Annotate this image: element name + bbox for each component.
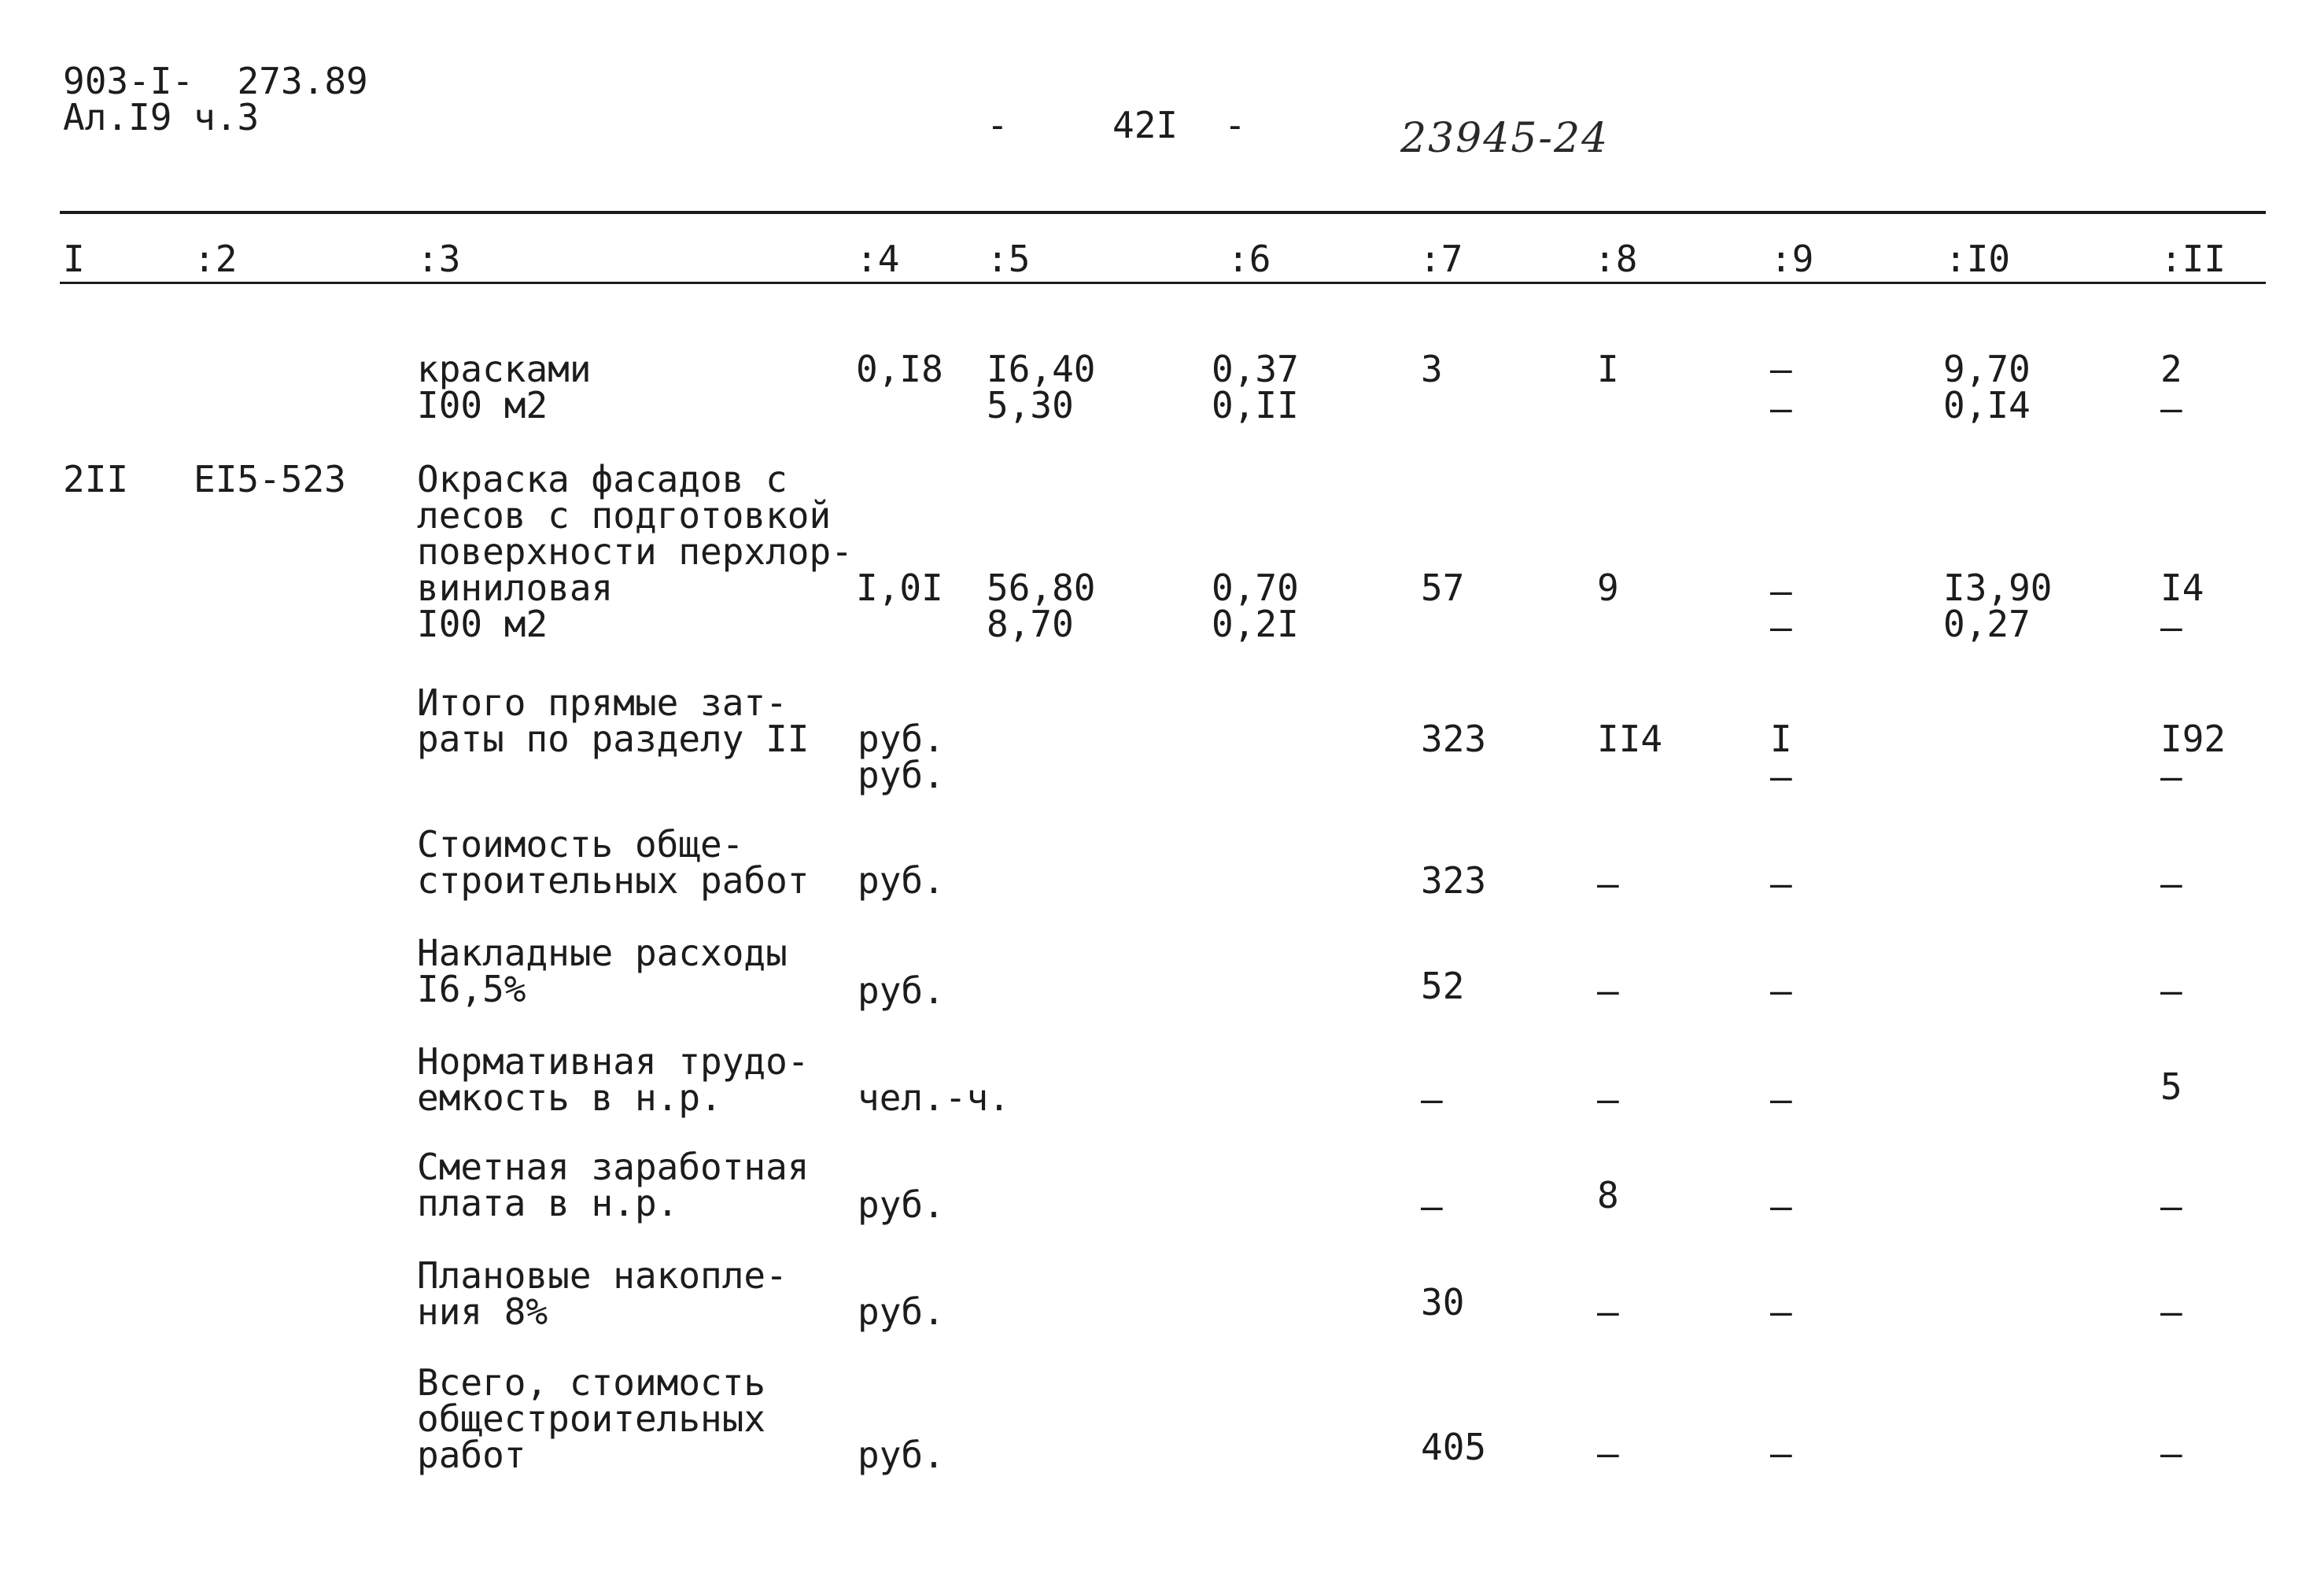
col9-value: – bbox=[1770, 969, 1792, 1012]
col7-value: 323 bbox=[1421, 859, 1487, 902]
quantity-value: 0,I8 bbox=[856, 348, 943, 390]
header-bottom-rule bbox=[60, 282, 2266, 284]
col7-value: 30 bbox=[1421, 1281, 1465, 1323]
col8-value: 8 bbox=[1597, 1174, 1619, 1216]
col11-value: – bbox=[2160, 1290, 2182, 1333]
row-description-line: Всего, стоимость bbox=[417, 1361, 766, 1404]
col11-value: – bbox=[2160, 862, 2182, 905]
unit-label: руб. bbox=[858, 969, 945, 1012]
handwritten-archive-number: 23945-24 bbox=[1400, 115, 1610, 162]
unit-cost-wages: 8,70 bbox=[987, 603, 1074, 645]
col9-value: – bbox=[1770, 862, 1792, 905]
col8-value: – bbox=[1597, 1432, 1619, 1475]
col11-value: – bbox=[2160, 1432, 2182, 1475]
col11-value: 5 bbox=[2160, 1065, 2182, 1108]
col11-value: I4 bbox=[2160, 567, 2204, 609]
unit-label: руб. bbox=[858, 1183, 945, 1226]
row-description-line: плата в н.р. bbox=[417, 1182, 679, 1224]
col9-value: – bbox=[1770, 1078, 1792, 1120]
col6-value: 0,37 bbox=[1212, 348, 1299, 390]
col7-value: – bbox=[1421, 1078, 1443, 1120]
row-description-line: лесов с подготовкой bbox=[417, 494, 832, 537]
col6-value: 0,II bbox=[1212, 384, 1299, 426]
col10-value: I3,90 bbox=[1943, 567, 2053, 609]
col9-value: – bbox=[1770, 348, 1792, 390]
row-description-line: I6,5% bbox=[417, 968, 526, 1010]
col11-value: 2 bbox=[2160, 348, 2182, 390]
row-description-line: общестроительных bbox=[417, 1397, 766, 1440]
column-header-6: :6 bbox=[1227, 238, 1271, 280]
col7-value: 57 bbox=[1421, 567, 1465, 609]
row-description-line: красками bbox=[417, 348, 592, 390]
row-description-line: Окраска фасадов с bbox=[417, 458, 788, 500]
column-header-7: :7 bbox=[1419, 238, 1463, 280]
col9-value: – bbox=[1770, 1432, 1792, 1475]
col7-value: 405 bbox=[1421, 1426, 1487, 1468]
row-description-line: работ bbox=[417, 1434, 526, 1476]
column-header-4: :4 bbox=[856, 238, 900, 280]
column-header-9: :9 bbox=[1770, 238, 1814, 280]
column-header-5: :5 bbox=[987, 238, 1031, 280]
col8-value: – bbox=[1597, 1078, 1619, 1120]
col6-value: 0,70 bbox=[1212, 567, 1299, 609]
col7-value: 52 bbox=[1421, 965, 1465, 1007]
rate-code: EI5-523 bbox=[194, 458, 346, 500]
col7-value: 323 bbox=[1421, 718, 1487, 760]
column-header-3: :3 bbox=[417, 238, 461, 280]
unit-label: руб. bbox=[858, 859, 945, 902]
row-description-line: I00 м2 bbox=[417, 384, 548, 426]
col9-value: – bbox=[1770, 1290, 1792, 1333]
row-description-line: поверхности перхлор- bbox=[417, 530, 853, 573]
page-number-dash-left: - bbox=[987, 104, 1009, 146]
quantity-value: I,0I bbox=[856, 567, 943, 609]
col11-value: – bbox=[2160, 755, 2182, 798]
col10-value: 0,27 bbox=[1943, 603, 2031, 645]
row-description-line: ния 8% bbox=[417, 1290, 548, 1333]
col9-value: – bbox=[1770, 570, 1792, 612]
col10-value: 0,I4 bbox=[1943, 384, 2031, 426]
col8-value: – bbox=[1597, 969, 1619, 1012]
col8-value: – bbox=[1597, 862, 1619, 905]
row-description-line: Сметная заработная bbox=[417, 1146, 810, 1188]
row-description-line: Нормативная трудо- bbox=[417, 1040, 810, 1083]
row-description-line: виниловая bbox=[417, 567, 614, 609]
album-reference: Ал.I9 ч.3 bbox=[63, 96, 260, 138]
col11-value: – bbox=[2160, 606, 2182, 648]
col9-value: – bbox=[1770, 755, 1792, 798]
col8-value: – bbox=[1597, 1290, 1619, 1333]
col8-value: I bbox=[1597, 348, 1619, 390]
col11-value: – bbox=[2160, 387, 2182, 430]
row-description-line: Накладные расходы bbox=[417, 932, 788, 974]
row-description-line: строительных работ bbox=[417, 859, 810, 902]
unit-label: руб. bbox=[858, 754, 945, 796]
col6-value: 0,2I bbox=[1212, 603, 1299, 645]
col9-value: – bbox=[1770, 1185, 1792, 1227]
unit-cost-total: 56,80 bbox=[987, 567, 1096, 609]
unit-label: чел.-ч. bbox=[858, 1076, 1010, 1119]
row-description-line: емкость в н.р. bbox=[417, 1076, 722, 1119]
row-description-line: Плановые накопле- bbox=[417, 1254, 788, 1297]
unit-label: руб. bbox=[858, 718, 945, 760]
document-code: 903-I- 273.89 bbox=[63, 60, 368, 102]
col9-value: – bbox=[1770, 387, 1792, 430]
column-header-8: :8 bbox=[1594, 238, 1638, 280]
column-header-1: I bbox=[63, 238, 85, 280]
column-header-2: :2 bbox=[194, 238, 238, 280]
col8-value: II4 bbox=[1597, 718, 1663, 760]
page-number-dash-right: - bbox=[1224, 104, 1246, 146]
col10-value: 9,70 bbox=[1943, 348, 2031, 390]
col9-value: I bbox=[1770, 718, 1792, 760]
row-description-line: Стоимость обще- bbox=[417, 823, 744, 866]
row-description-line: раты по разделу II bbox=[417, 718, 810, 760]
col11-value: I92 bbox=[2160, 718, 2226, 760]
col7-value: – bbox=[1421, 1185, 1443, 1227]
row-description-line: I00 м2 bbox=[417, 603, 548, 645]
column-header-11: :II bbox=[2160, 238, 2226, 280]
col11-value: – bbox=[2160, 969, 2182, 1012]
col8-value: 9 bbox=[1597, 567, 1619, 609]
table-top-rule bbox=[60, 211, 2266, 214]
col7-value: 3 bbox=[1421, 348, 1443, 390]
unit-label: руб. bbox=[858, 1434, 945, 1476]
position-number: 2II bbox=[63, 458, 129, 500]
col9-value: – bbox=[1770, 606, 1792, 648]
unit-cost-total: I6,40 bbox=[987, 348, 1096, 390]
unit-cost-wages: 5,30 bbox=[987, 384, 1074, 426]
unit-label: руб. bbox=[858, 1290, 945, 1333]
col11-value: – bbox=[2160, 1185, 2182, 1227]
column-header-10: :I0 bbox=[1945, 238, 2011, 280]
row-description-line: Итого прямые зат- bbox=[417, 681, 788, 724]
page-number: 42I bbox=[1112, 104, 1179, 146]
